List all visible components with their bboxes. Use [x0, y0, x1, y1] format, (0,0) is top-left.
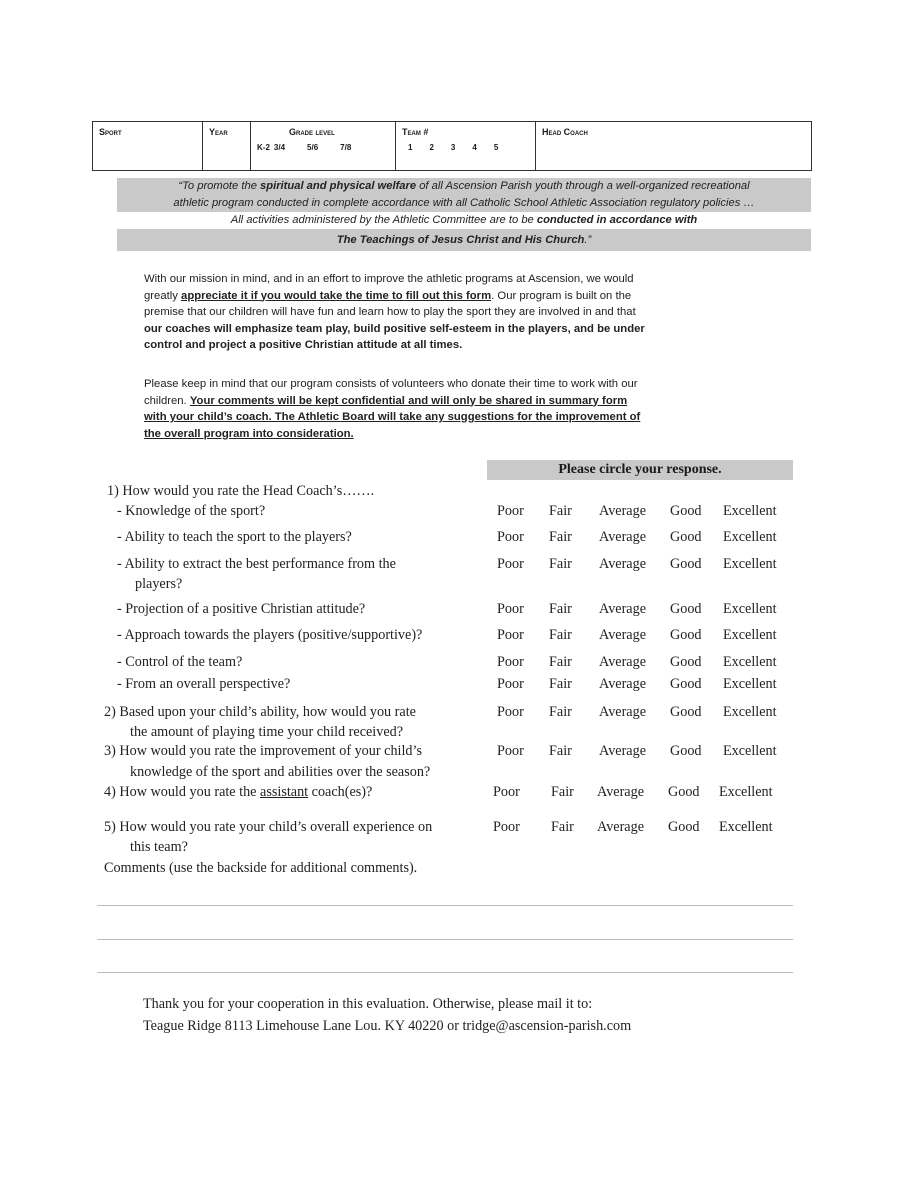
rating-option-good[interactable]: Good	[668, 784, 700, 800]
question-1f: - Control of the team?	[117, 654, 243, 670]
header-table	[92, 121, 812, 171]
rating-option-average[interactable]: Average	[599, 676, 646, 692]
question-3-cont: knowledge of the sport and abilities over the season?	[130, 764, 431, 780]
team-cell	[396, 122, 536, 170]
rating-option-good[interactable]: Good	[670, 743, 702, 759]
team-label: Team #	[402, 127, 429, 137]
confidential-paragraph: Please keep in mind that our program consists of volunteers who donate their time to work with our children. Your comments will be kept confidential and will only be shared in summary form with your child’s coach. The Athletic Board will take any suggestions for the improvement of the overall program into consideration.	[144, 378, 641, 440]
question-5: 5) How would you rate your child’s overall experience on	[104, 819, 433, 835]
rating-option-average[interactable]: Average	[597, 819, 644, 835]
grade-option: 7/8	[340, 143, 352, 152]
question-1g: - From an overall perspective?	[117, 676, 291, 692]
rating-option-poor[interactable]: Poor	[497, 743, 524, 759]
sport-label: Sport	[99, 127, 122, 137]
rating-option-good[interactable]: Good	[670, 601, 702, 617]
rating-option-excellent[interactable]: Excellent	[719, 784, 773, 800]
rating-option-poor[interactable]: Poor	[497, 676, 524, 692]
rating-option-excellent[interactable]: Excellent	[723, 529, 777, 545]
rating-option-good[interactable]: Good	[670, 654, 702, 670]
rating-option-poor[interactable]: Poor	[497, 529, 524, 545]
team-option: 4	[472, 143, 477, 152]
year-cell	[203, 122, 251, 170]
rating-option-average[interactable]: Average	[599, 704, 646, 720]
rating-option-good[interactable]: Good	[670, 627, 702, 643]
rating-option-fair[interactable]: Fair	[549, 743, 572, 759]
rating-option-fair[interactable]: Fair	[551, 784, 574, 800]
rating-option-fair[interactable]: Fair	[549, 704, 572, 720]
question-3: 3) How would you rate the improvement of your child’s	[104, 743, 422, 759]
rating-option-fair[interactable]: Fair	[549, 556, 572, 572]
question-4: 4) How would you rate the assistant coach(es)?	[104, 784, 373, 800]
footer	[143, 993, 631, 1037]
intro-paragraph: With our mission in mind, and in an effort to improve the athletic programs at Ascension, we would greatly appreciate it if you would take the time to fill out this form. Our program is built on the premise that our children will have fun and learn how to play the sport they are involved in and that our coaches will emphasize team play, build positive self-esteem in the players, and be under control and project a positive Christian attitude at all times.	[144, 273, 645, 351]
rating-option-poor[interactable]: Poor	[497, 601, 524, 617]
grade-option: 3/4	[273, 143, 286, 152]
mission-banner	[117, 178, 811, 251]
rating-option-fair[interactable]: Fair	[549, 627, 572, 643]
rating-option-fair[interactable]: Fair	[549, 503, 572, 519]
rating-option-fair[interactable]: Fair	[551, 819, 574, 835]
mission-line: All activities administered by the Athletic Committee are to be conducted in accordance with	[117, 212, 811, 229]
mission-line: The Teachings of Jesus Christ and His Church.”	[117, 229, 811, 251]
rating-option-good[interactable]: Good	[670, 503, 702, 519]
rating-option-excellent[interactable]: Excellent	[723, 743, 777, 759]
team-option: 3	[450, 143, 456, 152]
rating-option-average[interactable]: Average	[599, 601, 646, 617]
rating-option-good[interactable]: Good	[670, 529, 702, 545]
rating-option-fair[interactable]: Fair	[549, 529, 572, 545]
rating-option-excellent[interactable]: Excellent	[723, 556, 777, 572]
circle-response-header: Please circle your response.	[487, 460, 793, 480]
rating-option-good[interactable]: Good	[670, 676, 702, 692]
rating-option-excellent[interactable]: Excellent	[723, 601, 777, 617]
comments-label: Comments (use the backside for additional comments).	[104, 860, 418, 876]
rating-option-excellent[interactable]: Excellent	[723, 654, 777, 670]
rating-option-average[interactable]: Average	[599, 654, 646, 670]
head-coach-label: Head Coach	[542, 127, 588, 137]
comment-line[interactable]	[97, 939, 793, 940]
mission-line: “To promote the spiritual and physical welfare of all Ascension Parish youth through a well-organized recreational	[117, 178, 811, 195]
grade-option: 5/6	[307, 143, 319, 152]
rating-option-average[interactable]: Average	[599, 556, 646, 572]
rating-option-excellent[interactable]: Excellent	[723, 627, 777, 643]
sport-cell	[93, 122, 203, 170]
rating-option-average[interactable]: Average	[599, 503, 646, 519]
question-1: 1) How would you rate the Head Coach’s…….	[107, 483, 375, 499]
rating-option-good[interactable]: Good	[668, 819, 700, 835]
rating-option-average[interactable]: Average	[597, 784, 644, 800]
mission-line: athletic program conducted in complete accordance with all Catholic School Athletic Association regulatory policies …	[117, 195, 811, 212]
rating-option-fair[interactable]: Fair	[549, 654, 572, 670]
rating-option-fair[interactable]: Fair	[549, 601, 572, 617]
comment-line[interactable]	[97, 905, 793, 906]
team-option: 2	[429, 143, 434, 152]
rating-option-poor[interactable]: Poor	[493, 819, 520, 835]
head-coach-cell	[536, 122, 811, 170]
rating-option-good[interactable]: Good	[670, 556, 702, 572]
grade-level-cell	[251, 122, 396, 170]
rating-option-excellent[interactable]: Excellent	[719, 819, 773, 835]
rating-option-average[interactable]: Average	[599, 627, 646, 643]
question-1c-cont: players?	[135, 576, 183, 592]
footer-address: Teague Ridge 8113 Limehouse Lane Lou. KY 40220 or tridge@ascension-parish.com	[143, 1018, 632, 1034]
question-2: 2) Based upon your child’s ability, how would you rate	[104, 704, 416, 720]
year-label: Year	[209, 127, 228, 137]
question-1c: - Ability to extract the best performance from the	[117, 556, 396, 572]
rating-option-fair[interactable]: Fair	[549, 676, 572, 692]
grade-option: K-2	[257, 143, 270, 152]
question-2-cont: the amount of playing time your child received?	[130, 724, 404, 740]
question-1b: - Ability to teach the sport to the players?	[117, 529, 352, 545]
rating-option-poor[interactable]: Poor	[497, 627, 524, 643]
question-1a: - Knowledge of the sport?	[117, 503, 266, 519]
rating-option-average[interactable]: Average	[599, 529, 646, 545]
footer-thanks: Thank you for your cooperation in this evaluation. Otherwise, please mail it to:	[143, 996, 593, 1012]
team-option: 5	[493, 143, 499, 152]
rating-option-poor[interactable]: Poor	[497, 654, 524, 670]
rating-option-excellent[interactable]: Excellent	[723, 704, 777, 720]
grade-level-label: Grade level	[289, 127, 335, 137]
question-1d: - Projection of a positive Christian attitude?	[117, 601, 366, 617]
comment-line[interactable]	[97, 972, 793, 973]
rating-option-poor[interactable]: Poor	[497, 556, 524, 572]
rating-option-poor[interactable]: Poor	[497, 704, 524, 720]
rating-option-average[interactable]: Average	[599, 743, 646, 759]
question-1e: - Approach towards the players (positive/supportive)?	[117, 627, 423, 643]
rating-option-good[interactable]: Good	[670, 704, 702, 720]
question-5-cont: this team?	[130, 839, 188, 855]
rating-option-poor[interactable]: Poor	[493, 784, 520, 800]
rating-option-excellent[interactable]: Excellent	[723, 676, 777, 692]
team-option: 1	[408, 143, 413, 152]
rating-option-excellent[interactable]: Excellent	[723, 503, 777, 519]
rating-option-poor[interactable]: Poor	[497, 503, 524, 519]
